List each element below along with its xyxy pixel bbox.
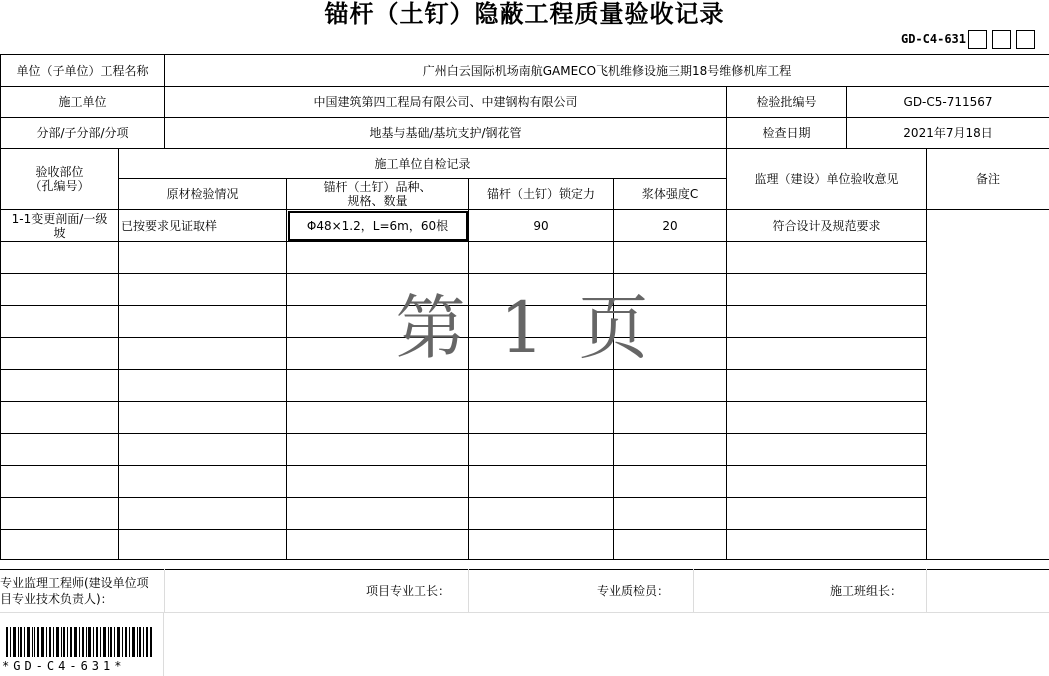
empty-row xyxy=(1,466,1049,498)
divider xyxy=(163,613,164,676)
row-remarks[interactable] xyxy=(927,210,1049,560)
footer-bottom-border xyxy=(0,612,1049,613)
supervision-header: 监理（建设）单位验收意见 xyxy=(727,149,927,210)
code-box-2 xyxy=(992,30,1011,49)
inspector-label: 专业质检员： xyxy=(596,584,669,598)
row-material[interactable]: 已按要求见证取样 xyxy=(119,210,287,242)
row-supervision[interactable]: 符合设计及规范要求 xyxy=(727,210,927,242)
row-spec[interactable]: Φ48×1.2，L=6m，60根 xyxy=(287,210,469,242)
foreman-sign[interactable] xyxy=(469,569,574,612)
doc-code: GD-C4-631 xyxy=(900,32,966,46)
remarks-header: 备注 xyxy=(927,149,1049,210)
code-box-1 xyxy=(968,30,987,49)
row-grout-strength[interactable]: 20 xyxy=(614,210,727,242)
team-leader-label: 施工班组长： xyxy=(829,584,902,598)
inspector-sign[interactable] xyxy=(694,569,806,612)
empty-row xyxy=(1,434,1049,466)
table-row xyxy=(1,210,1049,242)
empty-row xyxy=(1,242,1049,274)
material-header: 原材检验情况 xyxy=(119,179,287,210)
foreman-label: 项目专业工长： xyxy=(365,584,450,598)
barcode-text: *GD-C4-631* xyxy=(2,659,126,673)
supervisor-label: 专业监理工程师(建设单位项 目专业技术负责人)： xyxy=(0,575,149,606)
location-header: 验收部位 （孔编号） xyxy=(1,149,119,210)
code-box-3 xyxy=(1016,30,1035,49)
empty-row xyxy=(1,370,1049,402)
empty-row xyxy=(1,498,1049,530)
inspection-table xyxy=(0,54,1049,560)
construction-unit-value[interactable]: 中国建筑第四工程局有限公司、中建钢构有限公司 xyxy=(165,87,727,118)
batch-no-label: 检验批编号 xyxy=(727,87,847,118)
locking-force-header: 锚杆（土钉）锁定力 xyxy=(469,179,614,210)
batch-no-value[interactable]: GD-C5-711567 xyxy=(847,87,1049,118)
page-watermark: 第 1 页 xyxy=(395,287,655,369)
grout-strength-header: 浆体强度C xyxy=(614,179,727,210)
division-label: 分部/子分部/分项 xyxy=(1,118,165,149)
unit-name-label: 单位（子单位）工程名称 xyxy=(1,55,165,87)
construction-unit-label: 施工单位 xyxy=(1,87,165,118)
supervisor-sign[interactable] xyxy=(164,569,349,612)
barcode xyxy=(6,627,152,657)
empty-row xyxy=(1,338,1049,370)
empty-row xyxy=(1,402,1049,434)
self-check-header: 施工单位自检记录 xyxy=(119,149,727,179)
empty-row xyxy=(1,306,1049,338)
check-date-label: 检查日期 xyxy=(727,118,847,149)
spec-header: 锚杆（土钉）品种、 规格、数量 xyxy=(287,179,469,210)
division-value[interactable]: 地基与基础/基坑支护/钢花管 xyxy=(165,118,727,149)
document-title: 锚杆（土钉）隐蔽工程质量验收记录 xyxy=(324,0,725,28)
empty-row xyxy=(1,530,1049,560)
empty-row xyxy=(1,274,1049,306)
row-locking-force[interactable]: 90 xyxy=(469,210,614,242)
team-leader-sign[interactable] xyxy=(927,569,1049,612)
unit-name-value[interactable]: 广州白云国际机场南航GAMECO飞机维修设施三期18号维修机库工程 xyxy=(165,55,1049,87)
row-location[interactable]: 1-1变更剖面/一级 坡 xyxy=(1,210,119,242)
check-date-value[interactable]: 2021年7月18日 xyxy=(847,118,1049,149)
